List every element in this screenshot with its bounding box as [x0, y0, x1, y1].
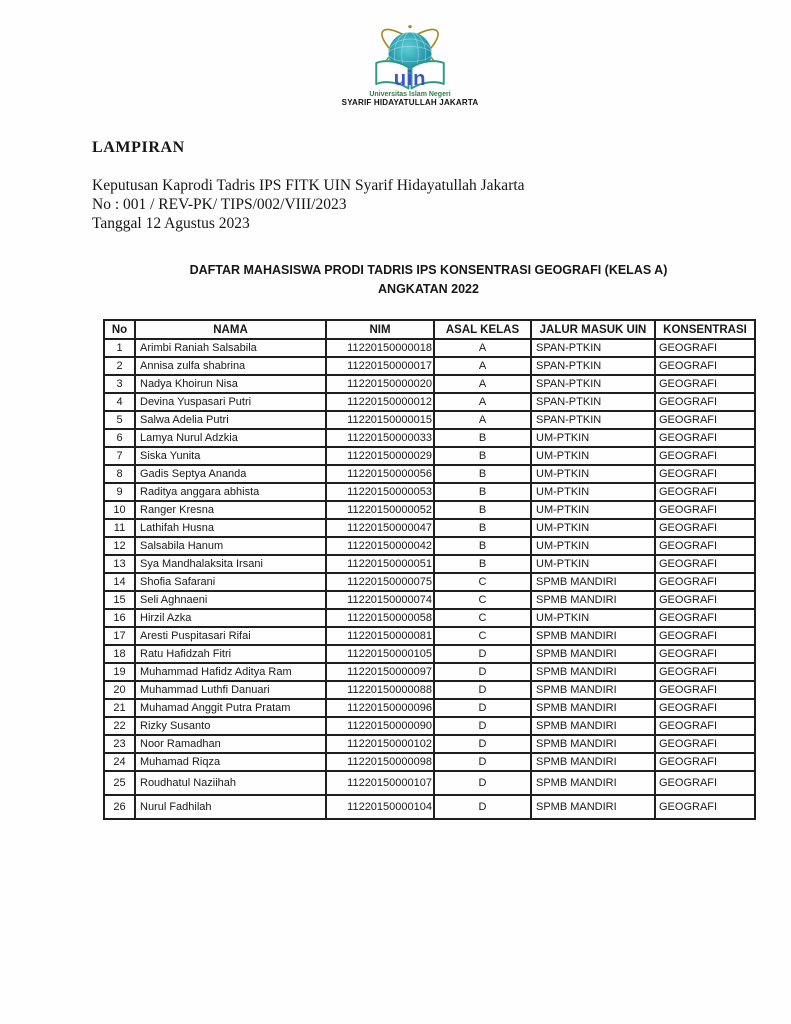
- cell-jalur-masuk: UM-PTKIN: [531, 465, 655, 483]
- cell-asal-kelas: D: [434, 699, 531, 717]
- table-title: [103, 261, 754, 299]
- cell-konsentrasi: GEOGRAFI: [655, 339, 755, 357]
- table-row: [104, 465, 755, 483]
- cell-asal-kelas: D: [434, 771, 531, 795]
- table-row: [104, 519, 755, 537]
- uin-logo: [340, 24, 480, 107]
- cell-nim: 11220150000098: [326, 753, 434, 771]
- cell-no: 19: [104, 663, 135, 681]
- decree-reference-block: [92, 176, 525, 233]
- cell-nama: Muhammad Luthfi Danuari: [135, 681, 326, 699]
- cell-no: 24: [104, 753, 135, 771]
- table-row: [104, 411, 755, 429]
- cell-konsentrasi: GEOGRAFI: [655, 591, 755, 609]
- cell-nama: Annisa zulfa shabrina: [135, 357, 326, 375]
- cell-nim: 11220150000056: [326, 465, 434, 483]
- cell-nim: 11220150000020: [326, 375, 434, 393]
- table-row: [104, 375, 755, 393]
- cell-asal-kelas: A: [434, 375, 531, 393]
- cell-nama: Gadis Septya Ananda: [135, 465, 326, 483]
- cell-no: 18: [104, 645, 135, 663]
- cell-nim: 11220150000090: [326, 717, 434, 735]
- cell-nim: 11220150000029: [326, 447, 434, 465]
- cell-nim: 11220150000096: [326, 699, 434, 717]
- cell-jalur-masuk: UM-PTKIN: [531, 555, 655, 573]
- cell-jalur-masuk: SPMB MANDIRI: [531, 573, 655, 591]
- cell-nim: 11220150000104: [326, 795, 434, 819]
- cell-nim: 11220150000075: [326, 573, 434, 591]
- cell-nama: Muhamad Anggit Putra Pratam: [135, 699, 326, 717]
- cell-nim: 11220150000102: [326, 735, 434, 753]
- cell-no: 10: [104, 501, 135, 519]
- cell-konsentrasi: GEOGRAFI: [655, 447, 755, 465]
- cell-no: 16: [104, 609, 135, 627]
- cell-konsentrasi: GEOGRAFI: [655, 501, 755, 519]
- cell-nama: Muhammad Hafidz Aditya Ram: [135, 663, 326, 681]
- col-header-nama: NAMA: [135, 320, 326, 339]
- students-table: [103, 319, 756, 820]
- cell-jalur-masuk: UM-PTKIN: [531, 447, 655, 465]
- cell-asal-kelas: D: [434, 681, 531, 699]
- logo-university-name: Universitas Islam Negeri: [369, 91, 451, 98]
- cell-nim: 11220150000107: [326, 771, 434, 795]
- lampiran-heading: LAMPIRAN: [92, 139, 185, 156]
- cell-asal-kelas: C: [434, 609, 531, 627]
- cell-no: 17: [104, 627, 135, 645]
- cell-nama: Raditya anggara abhista: [135, 483, 326, 501]
- cell-asal-kelas: A: [434, 357, 531, 375]
- table-row: [104, 339, 755, 357]
- cell-konsentrasi: GEOGRAFI: [655, 483, 755, 501]
- cell-nama: Roudhatul Naziihah: [135, 771, 326, 795]
- table-row: [104, 795, 755, 819]
- table-row: [104, 735, 755, 753]
- cell-jalur-masuk: SPMB MANDIRI: [531, 645, 655, 663]
- cell-nama: Muhamad Riqza: [135, 753, 326, 771]
- cell-asal-kelas: D: [434, 753, 531, 771]
- table-row: [104, 681, 755, 699]
- cell-nim: 11220150000017: [326, 357, 434, 375]
- cell-nama: Ratu Hafidzah Fitri: [135, 645, 326, 663]
- cell-no: 23: [104, 735, 135, 753]
- cell-jalur-masuk: UM-PTKIN: [531, 501, 655, 519]
- uin-wordmark: uin: [393, 67, 427, 90]
- student-table-body: [104, 339, 755, 819]
- table-row: [104, 501, 755, 519]
- cell-nim: 11220150000033: [326, 429, 434, 447]
- cell-nama: Sya Mandhalaksita Irsani: [135, 555, 326, 573]
- cell-konsentrasi: GEOGRAFI: [655, 795, 755, 819]
- cell-nama: Ranger Kresna: [135, 501, 326, 519]
- cell-jalur-masuk: UM-PTKIN: [531, 429, 655, 447]
- col-header-asal-kelas: ASAL KELAS: [434, 320, 531, 339]
- table-row: [104, 609, 755, 627]
- cell-asal-kelas: B: [434, 537, 531, 555]
- cell-nim: 11220150000018: [326, 339, 434, 357]
- cell-konsentrasi: GEOGRAFI: [655, 465, 755, 483]
- cell-konsentrasi: GEOGRAFI: [655, 555, 755, 573]
- cell-konsentrasi: GEOGRAFI: [655, 411, 755, 429]
- cell-asal-kelas: B: [434, 465, 531, 483]
- cell-no: 11: [104, 519, 135, 537]
- cell-nama: Arimbi Raniah Salsabila: [135, 339, 326, 357]
- cell-no: 14: [104, 573, 135, 591]
- table-row: [104, 771, 755, 795]
- cell-asal-kelas: A: [434, 393, 531, 411]
- cell-asal-kelas: B: [434, 555, 531, 573]
- cell-nim: 11220150000097: [326, 663, 434, 681]
- table-row: [104, 393, 755, 411]
- cell-asal-kelas: B: [434, 501, 531, 519]
- cell-nim: 11220150000105: [326, 645, 434, 663]
- cell-asal-kelas: B: [434, 483, 531, 501]
- cell-nim: 11220150000053: [326, 483, 434, 501]
- cell-no: 9: [104, 483, 135, 501]
- cell-konsentrasi: GEOGRAFI: [655, 357, 755, 375]
- cell-nim: 11220150000012: [326, 393, 434, 411]
- cell-asal-kelas: C: [434, 627, 531, 645]
- cell-konsentrasi: GEOGRAFI: [655, 735, 755, 753]
- cell-no: 5: [104, 411, 135, 429]
- table-row: [104, 753, 755, 771]
- cell-asal-kelas: D: [434, 717, 531, 735]
- cell-nim: 11220150000015: [326, 411, 434, 429]
- cell-konsentrasi: GEOGRAFI: [655, 537, 755, 555]
- cell-asal-kelas: D: [434, 795, 531, 819]
- cell-no: 26: [104, 795, 135, 819]
- cell-jalur-masuk: SPMB MANDIRI: [531, 771, 655, 795]
- cell-no: 12: [104, 537, 135, 555]
- cell-asal-kelas: B: [434, 429, 531, 447]
- cell-konsentrasi: GEOGRAFI: [655, 699, 755, 717]
- cell-nim: 11220150000074: [326, 591, 434, 609]
- cell-jalur-masuk: SPMB MANDIRI: [531, 663, 655, 681]
- cell-asal-kelas: D: [434, 663, 531, 681]
- col-header-jalur-masuk: JALUR MASUK UIN: [531, 320, 655, 339]
- cell-asal-kelas: C: [434, 573, 531, 591]
- table-row: [104, 663, 755, 681]
- cell-nim: 11220150000052: [326, 501, 434, 519]
- cell-no: 25: [104, 771, 135, 795]
- cell-no: 6: [104, 429, 135, 447]
- cell-asal-kelas: B: [434, 519, 531, 537]
- table-title-line2: ANGKATAN 2022: [378, 282, 479, 296]
- col-header-no: No: [104, 320, 135, 339]
- cell-jalur-masuk: SPMB MANDIRI: [531, 699, 655, 717]
- cell-nim: 11220150000088: [326, 681, 434, 699]
- cell-jalur-masuk: SPMB MANDIRI: [531, 627, 655, 645]
- cell-asal-kelas: B: [434, 447, 531, 465]
- cell-konsentrasi: GEOGRAFI: [655, 681, 755, 699]
- cell-no: 4: [104, 393, 135, 411]
- table-row: [104, 717, 755, 735]
- cell-jalur-masuk: UM-PTKIN: [531, 537, 655, 555]
- cell-konsentrasi: GEOGRAFI: [655, 627, 755, 645]
- table-row: [104, 573, 755, 591]
- table-row: [104, 645, 755, 663]
- cell-nama: Aresti Puspitasari Rifai: [135, 627, 326, 645]
- cell-nim: 11220150000042: [326, 537, 434, 555]
- cell-jalur-masuk: UM-PTKIN: [531, 609, 655, 627]
- cell-no: 20: [104, 681, 135, 699]
- cell-nama: Lamya Nurul Adzkia: [135, 429, 326, 447]
- table-row: [104, 429, 755, 447]
- col-header-konsentrasi: KONSENTRASI: [655, 320, 755, 339]
- cell-nama: Devina Yuspasari Putri: [135, 393, 326, 411]
- table-title-line1: DAFTAR MAHASISWA PRODI TADRIS IPS KONSENTRASI GEOGRAFI (KELAS A): [189, 263, 668, 277]
- cell-nama: Rizky Susanto: [135, 717, 326, 735]
- cell-konsentrasi: GEOGRAFI: [655, 753, 755, 771]
- cell-no: 1: [104, 339, 135, 357]
- table-row: [104, 627, 755, 645]
- cell-konsentrasi: GEOGRAFI: [655, 519, 755, 537]
- cell-jalur-masuk: SPAN-PTKIN: [531, 411, 655, 429]
- uin-globe-logo-icon: [344, 24, 476, 90]
- table-row: [104, 537, 755, 555]
- cell-jalur-masuk: SPMB MANDIRI: [531, 795, 655, 819]
- cell-nama: Noor Ramadhan: [135, 735, 326, 753]
- cell-konsentrasi: GEOGRAFI: [655, 645, 755, 663]
- cell-no: 21: [104, 699, 135, 717]
- cell-nim: 11220150000058: [326, 609, 434, 627]
- cell-nama: Lathifah Husna: [135, 519, 326, 537]
- cell-no: 3: [104, 375, 135, 393]
- cell-nama: Nadya Khoirun Nisa: [135, 375, 326, 393]
- cell-konsentrasi: GEOGRAFI: [655, 393, 755, 411]
- cell-nama: Siska Yunita: [135, 447, 326, 465]
- decree-line: Keputusan Kaprodi Tadris IPS FITK UIN Syarif Hidayatullah Jakarta: [92, 177, 525, 194]
- table-row: [104, 591, 755, 609]
- cell-konsentrasi: GEOGRAFI: [655, 717, 755, 735]
- col-header-nim: NIM: [326, 320, 434, 339]
- cell-no: 22: [104, 717, 135, 735]
- cell-nim: 11220150000047: [326, 519, 434, 537]
- table-header-row: [104, 320, 755, 339]
- table-row: [104, 357, 755, 375]
- cell-no: 8: [104, 465, 135, 483]
- cell-asal-kelas: D: [434, 735, 531, 753]
- cell-konsentrasi: GEOGRAFI: [655, 573, 755, 591]
- cell-konsentrasi: GEOGRAFI: [655, 429, 755, 447]
- cell-jalur-masuk: SPMB MANDIRI: [531, 735, 655, 753]
- table-row: [104, 555, 755, 573]
- cell-asal-kelas: A: [434, 411, 531, 429]
- cell-jalur-masuk: UM-PTKIN: [531, 519, 655, 537]
- table-row: [104, 699, 755, 717]
- cell-konsentrasi: GEOGRAFI: [655, 771, 755, 795]
- cell-jalur-masuk: SPAN-PTKIN: [531, 375, 655, 393]
- cell-no: 15: [104, 591, 135, 609]
- decree-number-line: No : 001 / REV-PK/ TIPS/002/VIII/2023: [92, 196, 347, 213]
- cell-nama: Salsabila Hanum: [135, 537, 326, 555]
- table-row: [104, 483, 755, 501]
- cell-nama: Hirzil Azka: [135, 609, 326, 627]
- cell-nama: Salwa Adelia Putri: [135, 411, 326, 429]
- logo-university-name-caps: SYARIF HIDAYATULLAH JAKARTA: [341, 98, 479, 107]
- cell-nama: Nurul Fadhilah: [135, 795, 326, 819]
- cell-konsentrasi: GEOGRAFI: [655, 663, 755, 681]
- decree-date-line: Tanggal 12 Agustus 2023: [92, 215, 250, 232]
- table-row: [104, 447, 755, 465]
- cell-jalur-masuk: UM-PTKIN: [531, 483, 655, 501]
- cell-jalur-masuk: SPAN-PTKIN: [531, 339, 655, 357]
- cell-asal-kelas: D: [434, 645, 531, 663]
- cell-nama: Shofia Safarani: [135, 573, 326, 591]
- cell-konsentrasi: GEOGRAFI: [655, 375, 755, 393]
- cell-no: 7: [104, 447, 135, 465]
- cell-jalur-masuk: SPAN-PTKIN: [531, 357, 655, 375]
- cell-nama: Seli Aghnaeni: [135, 591, 326, 609]
- cell-asal-kelas: C: [434, 591, 531, 609]
- cell-no: 13: [104, 555, 135, 573]
- cell-konsentrasi: GEOGRAFI: [655, 609, 755, 627]
- cell-jalur-masuk: SPMB MANDIRI: [531, 591, 655, 609]
- cell-nim: 11220150000051: [326, 555, 434, 573]
- cell-no: 2: [104, 357, 135, 375]
- cell-asal-kelas: A: [434, 339, 531, 357]
- cell-nim: 11220150000081: [326, 627, 434, 645]
- cell-jalur-masuk: SPAN-PTKIN: [531, 393, 655, 411]
- cell-jalur-masuk: SPMB MANDIRI: [531, 717, 655, 735]
- cell-jalur-masuk: SPMB MANDIRI: [531, 753, 655, 771]
- cell-jalur-masuk: SPMB MANDIRI: [531, 681, 655, 699]
